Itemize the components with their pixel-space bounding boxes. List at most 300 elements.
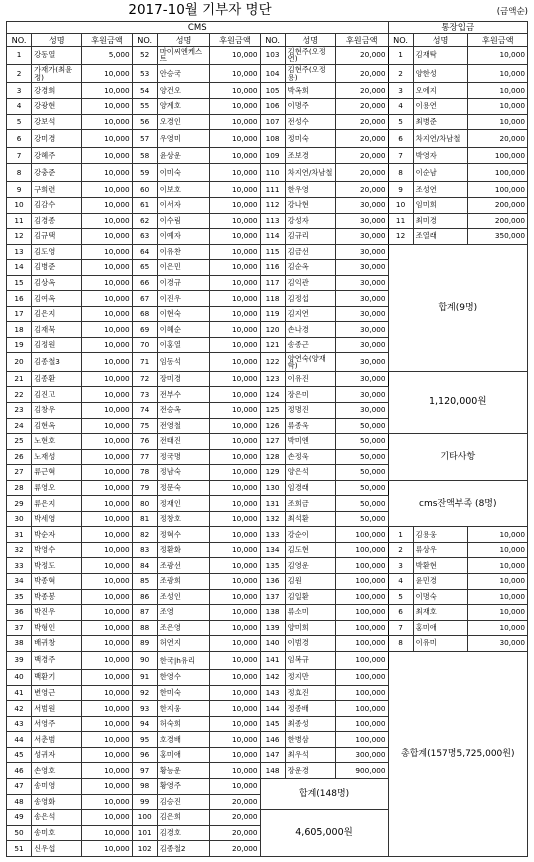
donor-name: 임동석	[157, 353, 210, 371]
donor-no: 105	[260, 83, 285, 99]
donor-name: 이명숙	[413, 589, 468, 605]
donor-amount: 10,000	[210, 542, 260, 558]
donor-name: 조희금	[285, 496, 335, 512]
donor-amount: 10,000	[468, 527, 528, 543]
donor-name: 정문숙	[157, 480, 210, 496]
donor-no: 135	[260, 558, 285, 574]
donor-no: 111	[260, 182, 285, 198]
donor-amount: 20,000	[335, 83, 388, 99]
donor-no: 19	[7, 337, 32, 353]
donor-name: 류은지	[32, 496, 82, 512]
donor-amount: 10,000	[210, 701, 260, 717]
donor-no: 134	[260, 542, 285, 558]
donor-no: 109	[260, 148, 285, 164]
donor-name: 이혜순	[157, 322, 210, 338]
donor-name: 양계호	[157, 98, 210, 114]
donor-name: 정미숙	[285, 130, 335, 148]
donor-amount: 30,000	[335, 322, 388, 338]
bank-section-label: 통장입금	[388, 22, 527, 34]
donor-name: 서영주	[32, 716, 82, 732]
donor-name: 이현숙	[157, 306, 210, 322]
donor-name: 변영근	[32, 685, 82, 701]
header-no: NO.	[132, 34, 157, 46]
donor-name: 오에지	[413, 83, 468, 99]
donor-amount: 30,000	[335, 353, 388, 371]
donor-no: 36	[7, 605, 32, 621]
donor-no: 29	[7, 496, 32, 512]
donor-name: 조광선	[157, 558, 210, 574]
donor-name: 이명주	[285, 98, 335, 114]
donor-amount: 10,000	[210, 130, 260, 148]
donor-name: 이예자	[157, 229, 210, 245]
donor-amount: 20,000	[335, 98, 388, 114]
donor-no: 5	[388, 114, 413, 130]
donor-no: 4	[388, 98, 413, 114]
donor-name: 백경주	[32, 651, 82, 669]
donor-no: 79	[132, 480, 157, 496]
donor-name: 김여옥	[32, 291, 82, 307]
donor-amount: 10,000	[82, 98, 132, 114]
donor-no: 18	[7, 322, 32, 338]
donor-amount: 10,000	[82, 605, 132, 621]
donor-name: 서춘범	[32, 732, 82, 748]
donor-name: 김도현	[285, 542, 335, 558]
donor-no: 1	[7, 46, 32, 64]
donor-name: 강동열	[32, 46, 82, 64]
donor-no: 8	[388, 164, 413, 182]
donor-no: 2	[388, 64, 413, 82]
donor-name: 김경호	[157, 825, 210, 841]
donor-name: 정종배	[285, 701, 335, 717]
donor-amount: 10,000	[210, 716, 260, 732]
donor-name: 이용연	[413, 98, 468, 114]
donor-amount: 10,000	[210, 732, 260, 748]
donor-amount: 100,000	[468, 182, 528, 198]
donor-amount: 10,000	[210, 558, 260, 574]
donor-amount: 20,000	[210, 825, 260, 841]
donor-no: 30	[7, 511, 32, 527]
donor-amount: 300,000	[335, 747, 388, 763]
donor-no: 139	[260, 620, 285, 636]
donor-amount: 10,000	[468, 573, 528, 589]
donor-name: 최우석	[285, 747, 335, 763]
donor-name: 윤상운	[157, 148, 210, 164]
donor-no: 90	[132, 651, 157, 669]
donor-amount: 30,000	[335, 229, 388, 245]
donor-name: 송미영	[32, 778, 82, 794]
donor-no: 9	[7, 182, 32, 198]
table-row	[7, 620, 528, 636]
donor-no: 68	[132, 306, 157, 322]
donor-no: 12	[7, 229, 32, 245]
donor-name: 홍미애	[157, 747, 210, 763]
donor-amount: 100,000	[335, 670, 388, 686]
donor-no: 100	[132, 810, 157, 826]
donor-name: 최병준	[413, 114, 468, 130]
donor-name: 김현주(오정연)	[285, 46, 335, 64]
donor-no: 92	[132, 685, 157, 701]
donor-name: 김창우	[32, 402, 82, 418]
donor-name: 류상우	[413, 542, 468, 558]
donor-amount: 100,000	[335, 620, 388, 636]
donor-amount: 20,000	[335, 182, 388, 198]
donor-no: 45	[7, 747, 32, 763]
donor-name: 손정욱	[285, 449, 335, 465]
donor-no: 141	[260, 651, 285, 669]
donor-amount: 30,000	[335, 371, 388, 387]
header-name: 성명	[285, 34, 335, 46]
donor-name: 조광희	[157, 573, 210, 589]
donor-no: 28	[7, 480, 32, 496]
donor-name: 배귀창	[32, 636, 82, 652]
donor-name: 오경인	[157, 114, 210, 130]
donor-no: 67	[132, 291, 157, 307]
table-row	[7, 542, 528, 558]
donor-no: 133	[260, 527, 285, 543]
donor-name: 김익관	[285, 275, 335, 291]
donor-name: 류종욱	[285, 418, 335, 434]
donor-amount: 10,000	[82, 64, 132, 82]
donor-no: 49	[7, 810, 32, 826]
donor-no: 96	[132, 747, 157, 763]
donor-name: 김재묵	[32, 322, 82, 338]
donor-amount: 20,000	[335, 148, 388, 164]
donor-no: 127	[260, 434, 285, 450]
donor-no: 1	[388, 527, 413, 543]
donor-no: 3	[388, 558, 413, 574]
donor-no: 8	[7, 164, 32, 182]
donor-no: 131	[260, 496, 285, 512]
donor-amount: 30,000	[335, 275, 388, 291]
donor-amount: 10,000	[210, 763, 260, 779]
donor-amount: 10,000	[468, 620, 528, 636]
donor-amount: 10,000	[82, 449, 132, 465]
donor-name: 김은지	[32, 306, 82, 322]
donor-amount: 10,000	[82, 841, 132, 857]
donor-no: 11	[388, 213, 413, 229]
donor-name: 강광현	[32, 98, 82, 114]
donor-no: 87	[132, 605, 157, 621]
donor-amount: 10,000	[82, 197, 132, 213]
donor-amount: 50,000	[335, 418, 388, 434]
donor-no: 39	[7, 651, 32, 669]
donor-name: 이수림	[157, 213, 210, 229]
donor-amount: 10,000	[210, 83, 260, 99]
donor-no: 143	[260, 685, 285, 701]
donor-no: 119	[260, 306, 285, 322]
donor-amount: 10,000	[210, 465, 260, 481]
donor-name: 허숙희	[157, 716, 210, 732]
donor-name: 한병삼	[285, 732, 335, 748]
donor-amount: 10,000	[210, 114, 260, 130]
donor-amount: 30,000	[335, 387, 388, 403]
donor-amount: 10,000	[82, 573, 132, 589]
header-amount: 후원금액	[82, 34, 132, 46]
donor-amount: 50,000	[335, 434, 388, 450]
donor-no: 88	[132, 620, 157, 636]
table-row	[7, 244, 528, 260]
donor-no: 76	[132, 434, 157, 450]
donor-no: 15	[7, 275, 32, 291]
donor-amount: 10,000	[210, 418, 260, 434]
donor-name: 정지만	[285, 670, 335, 686]
donor-no: 54	[132, 83, 157, 99]
donor-amount: 10,000	[82, 114, 132, 130]
donor-no: 91	[132, 670, 157, 686]
donor-no: 9	[388, 182, 413, 198]
table-row	[7, 164, 528, 182]
donor-no: 63	[132, 229, 157, 245]
donor-no: 40	[7, 670, 32, 686]
donor-amount: 50,000	[335, 511, 388, 527]
donor-amount: 5,000	[82, 46, 132, 64]
table-row	[7, 148, 528, 164]
donor-no: 66	[132, 275, 157, 291]
table-row	[7, 64, 528, 82]
donor-no: 25	[7, 434, 32, 450]
cms-unpaid-label: cms잔액부족 (8명)	[388, 480, 527, 527]
donor-no: 82	[132, 527, 157, 543]
donor-no: 126	[260, 418, 285, 434]
donor-amount: 900,000	[335, 763, 388, 779]
donor-amount: 10,000	[82, 83, 132, 99]
donor-amount: 10,000	[210, 778, 260, 794]
donor-name: 정남숙	[157, 465, 210, 481]
donor-no: 103	[260, 46, 285, 64]
donor-no: 26	[7, 449, 32, 465]
donor-name: 한미숙	[157, 685, 210, 701]
donor-amount: 100,000	[335, 542, 388, 558]
donor-amount: 10,000	[82, 337, 132, 353]
donor-no: 21	[7, 371, 32, 387]
donor-amount: 10,000	[210, 46, 260, 64]
donor-no: 128	[260, 449, 285, 465]
donor-amount: 10,000	[210, 589, 260, 605]
donor-name: 박종봉	[32, 589, 82, 605]
donor-name: 김현옥	[32, 418, 82, 434]
donor-no: 138	[260, 605, 285, 621]
donor-name: 김종환	[32, 371, 82, 387]
donor-amount: 10,000	[82, 527, 132, 543]
donor-no: 99	[132, 794, 157, 810]
donor-amount: 10,000	[82, 732, 132, 748]
donor-amount: 10,000	[210, 651, 260, 669]
donor-name: 강순이	[285, 527, 335, 543]
donor-amount: 100,000	[335, 716, 388, 732]
header-no: NO.	[260, 34, 285, 46]
cms-total-label: 합계(148명)	[260, 778, 388, 809]
donor-name: 정환화	[157, 542, 210, 558]
donor-no: 69	[132, 322, 157, 338]
donor-amount: 30,000	[335, 337, 388, 353]
donor-no: 43	[7, 716, 32, 732]
donor-amount: 10,000	[82, 353, 132, 371]
donor-amount: 10,000	[468, 46, 528, 64]
grand-total: 총합계(157명5,725,000원)	[388, 651, 527, 856]
donor-amount: 350,000	[468, 229, 528, 245]
donor-no: 3	[388, 83, 413, 99]
donor-name: 한우영	[285, 182, 335, 198]
donor-amount: 10,000	[210, 496, 260, 512]
donor-no: 121	[260, 337, 285, 353]
table-row	[7, 114, 528, 130]
donor-amount: 10,000	[82, 244, 132, 260]
donor-no: 59	[132, 164, 157, 182]
donor-amount: 10,000	[210, 573, 260, 589]
donor-no: 10	[7, 197, 32, 213]
donor-name: 조성인	[157, 589, 210, 605]
donor-amount: 10,000	[82, 260, 132, 276]
donor-amount: 10,000	[82, 763, 132, 779]
donor-amount: 10,000	[468, 114, 528, 130]
donor-name: 이범경	[285, 636, 335, 652]
donor-amount: 10,000	[82, 620, 132, 636]
donor-name: 박종혁	[32, 573, 82, 589]
donor-name: 김규택	[32, 229, 82, 245]
table-row	[7, 229, 528, 245]
donor-amount: 10,000	[210, 371, 260, 387]
donor-name: 김은희	[157, 810, 210, 826]
donor-no: 124	[260, 387, 285, 403]
donor-no: 60	[132, 182, 157, 198]
donor-amount: 10,000	[210, 275, 260, 291]
donor-name: 류영오	[32, 480, 82, 496]
donor-amount: 10,000	[210, 260, 260, 276]
donor-amount: 10,000	[210, 197, 260, 213]
donor-no: 35	[7, 589, 32, 605]
donor-no: 50	[7, 825, 32, 841]
donor-name: 강나현	[285, 197, 335, 213]
header-amount: 후원금액	[210, 34, 260, 46]
donor-no: 85	[132, 573, 157, 589]
donor-name: 구희련	[32, 182, 82, 198]
donor-amount: 10,000	[82, 685, 132, 701]
donor-name: 최미경	[413, 213, 468, 229]
donor-amount: 10,000	[82, 418, 132, 434]
donor-name: 김병준	[32, 260, 82, 276]
donor-amount: 10,000	[210, 306, 260, 322]
donor-name: 김종철3	[32, 353, 82, 371]
donor-no: 7	[388, 148, 413, 164]
donor-amount: 20,000	[468, 130, 528, 148]
header-name: 성명	[413, 34, 468, 46]
donor-no: 113	[260, 213, 285, 229]
donor-name: 전영철	[157, 418, 210, 434]
donor-name: 이미숙	[157, 164, 210, 182]
table-row	[7, 371, 528, 387]
donor-amount: 30,000	[335, 402, 388, 418]
donor-amount: 10,000	[210, 670, 260, 686]
donor-name: 김경종	[32, 213, 82, 229]
cms-total-amount: 4,605,000원	[260, 810, 388, 857]
donor-amount: 100,000	[468, 164, 528, 182]
donor-amount: 30,000	[468, 636, 528, 652]
donor-amount: 10,000	[82, 322, 132, 338]
donor-name: 마이씨엔케스트	[157, 46, 210, 64]
donor-amount: 10,000	[468, 98, 528, 114]
donor-name: 김정원	[32, 337, 82, 353]
donor-name: 양건오	[157, 83, 210, 99]
header-amount: 후원금액	[335, 34, 388, 46]
table-row	[7, 197, 528, 213]
donor-no: 118	[260, 291, 285, 307]
donor-no: 51	[7, 841, 32, 857]
donor-no: 4	[7, 98, 32, 114]
donor-no: 11	[7, 213, 32, 229]
donor-name: 가재가(최윤정)	[32, 64, 82, 82]
donor-no: 107	[260, 114, 285, 130]
table-row	[7, 130, 528, 148]
donor-name: 이유미	[413, 636, 468, 652]
donor-no: 136	[260, 573, 285, 589]
table-row	[7, 46, 528, 64]
donor-amount: 20,000	[335, 114, 388, 130]
donor-amount: 10,000	[82, 229, 132, 245]
donor-no: 2	[388, 542, 413, 558]
donor-amount: 10,000	[210, 182, 260, 198]
donor-amount: 10,000	[210, 164, 260, 182]
donor-no: 81	[132, 511, 157, 527]
donor-amount: 10,000	[210, 337, 260, 353]
donor-no: 97	[132, 763, 157, 779]
donor-name: 김재탁	[413, 46, 468, 64]
donor-name: 김일환	[285, 589, 335, 605]
donor-no: 70	[132, 337, 157, 353]
donor-name: 최종성	[285, 716, 335, 732]
donor-amount: 10,000	[82, 542, 132, 558]
donor-amount: 100,000	[335, 732, 388, 748]
donor-amount: 10,000	[82, 651, 132, 669]
donor-name: 김금선	[285, 244, 335, 260]
donor-name: 노현호	[32, 434, 82, 450]
donor-name: 박옥희	[285, 83, 335, 99]
donor-amount: 10,000	[82, 291, 132, 307]
donor-amount: 10,000	[210, 244, 260, 260]
donor-name: 이보호	[157, 182, 210, 198]
donor-no: 6	[388, 605, 413, 621]
donor-no: 147	[260, 747, 285, 763]
donor-name: 류근혁	[32, 465, 82, 481]
donor-amount: 10,000	[82, 670, 132, 686]
donor-amount: 10,000	[210, 636, 260, 652]
donor-amount: 10,000	[82, 636, 132, 652]
donor-no: 89	[132, 636, 157, 652]
donor-no: 145	[260, 716, 285, 732]
donor-name: 윤민경	[413, 573, 468, 589]
donor-name: 강경희	[32, 83, 82, 99]
donor-name: 김지연	[285, 306, 335, 322]
donor-name: 서범원	[32, 701, 82, 717]
donor-name: 송미호	[32, 825, 82, 841]
donor-no: 83	[132, 542, 157, 558]
donor-name: 김정섭	[285, 291, 335, 307]
donor-amount: 10,000	[210, 353, 260, 371]
donor-amount: 10,000	[82, 130, 132, 148]
donor-amount: 20,000	[335, 130, 388, 148]
donor-no: 108	[260, 130, 285, 148]
table-row	[7, 651, 528, 669]
donor-amount: 200,000	[468, 213, 528, 229]
donor-no: 23	[7, 402, 32, 418]
donor-no: 95	[132, 732, 157, 748]
donor-name: 박정도	[32, 558, 82, 574]
donor-amount: 10,000	[82, 511, 132, 527]
donor-name: 임복규	[285, 651, 335, 669]
donor-no: 71	[132, 353, 157, 371]
donor-amount: 50,000	[335, 496, 388, 512]
donor-no: 5	[7, 114, 32, 130]
donor-name: 김원	[285, 573, 335, 589]
